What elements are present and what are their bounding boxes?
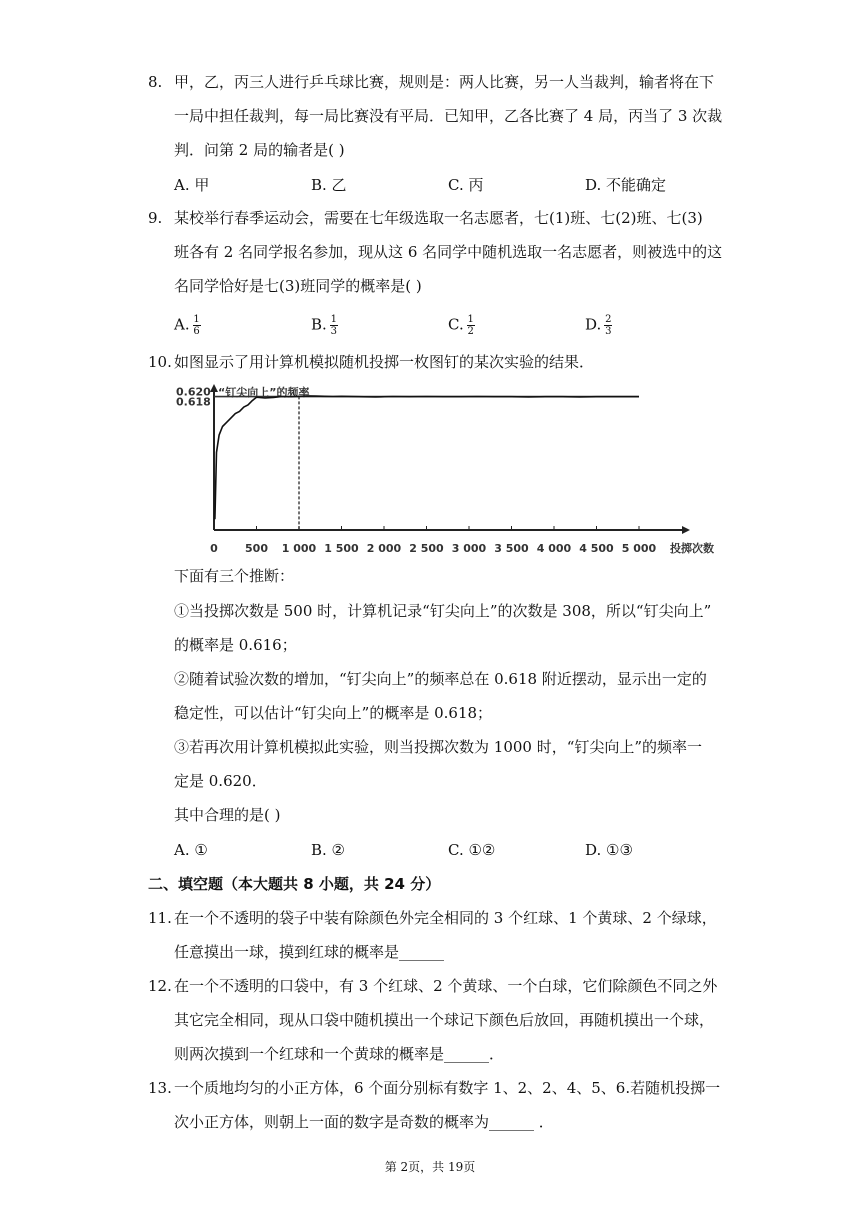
numerator: 1 — [193, 314, 200, 325]
q10-line-4: ②随着试验次数的增加，“钉尖向上”的频率总在 0.618 附近摆动，显示出一定的 — [174, 670, 707, 688]
numerator: 1 — [330, 314, 337, 325]
x-tick-label: 2 000 — [366, 542, 402, 555]
q9-option-b — [311, 314, 338, 337]
x-tick-label: 500 — [245, 542, 268, 555]
q8-line-2: 一局中担任裁判，每一局比赛没有平局．已知甲，乙各比赛了 4 局，丙当了 3 次裁 — [174, 107, 723, 125]
frequency-chart — [170, 382, 730, 560]
q11-line-1: 在一个不透明的袋子中装有除颜色外完全相同的 3 个红球、1 个黄球、2 个绿球， — [174, 909, 717, 927]
q12-line-3: 则两次摸到一个红球和一个黄球的概率是______． — [174, 1045, 505, 1063]
page-footer: 第 2页，共 19页 — [384, 1160, 476, 1174]
q12-line-2: 其它完全相同，现从口袋中随机摸出一个球记下颜色后放回，再随机摸出一个球， — [174, 1011, 715, 1029]
x-tick-label: 3 500 — [494, 542, 529, 555]
q10-option-b: B. ② — [311, 841, 346, 859]
fraction — [467, 314, 475, 337]
x-tick-label: 1 500 — [324, 542, 359, 555]
numerator: 1 — [467, 314, 474, 325]
q9-option-d — [585, 314, 612, 337]
denominator: 3 — [605, 326, 612, 337]
q10-line-1: 下面有三个推断： — [174, 567, 295, 585]
x-axis-label: 投掷次数 — [670, 542, 714, 555]
x-axis-arrow — [682, 526, 690, 534]
x-tick-label: 0 — [210, 542, 218, 555]
q8-line-3: 判．问第 2 局的输者是( ) — [174, 141, 345, 159]
q9-line-2: 班各有 2 名同学报名参加，现从这 6 名同学中随机选取一名志愿者，则被选中的这 — [174, 243, 723, 261]
y-axis-arrow — [210, 384, 218, 392]
q11-line-2: 任意摸出一球，摸到红球的概率是______ — [174, 943, 445, 961]
q8-option-b: B. 乙 — [311, 176, 347, 194]
q10-option-a: A. ① — [174, 841, 208, 859]
y-axis-label: “钉尖向上”的频率 — [218, 386, 310, 399]
q10-line-2: ①当投掷次数是 500 时，计算机记录“钉尖向上”的次数是 308，所以“钉尖向上” — [174, 602, 712, 620]
x-tick-label: 3 000 — [451, 542, 487, 555]
q10-intro: 如图显示了用计算机模拟随机投掷一枚图钉的某次实验的结果． — [174, 353, 595, 371]
y-tick-label: 0.620 — [176, 385, 211, 399]
q12-line-1: 在一个不透明的口袋中，有 3 个红球、2 个黄球、一个白球，它们除颜色不同之外 — [174, 977, 718, 995]
q9-option-c-label: C. — [448, 315, 464, 334]
q12-number: 12. — [148, 977, 172, 995]
q9-line-3: 名同学恰好是七(3)班同学的概率是( ) — [174, 277, 422, 295]
denominator: 2 — [467, 326, 474, 337]
numerator: 2 — [605, 314, 612, 325]
q10-line-8: 其中合理的是( ) — [174, 806, 281, 824]
q13-number: 13. — [148, 1079, 172, 1097]
q10-line-7: 定是 0.620． — [174, 772, 267, 790]
q13-line-1: 一个质地均匀的小正方体，6 个面分别标有数字 1、2、2、4、5、6.若随机投掷一 — [174, 1079, 721, 1097]
fraction — [193, 314, 201, 337]
q8-option-d: D. 不能确定 — [585, 176, 667, 194]
x-tick-label: 2 500 — [409, 542, 444, 555]
q9-option-a-label: A. — [174, 315, 190, 334]
denominator: 3 — [330, 326, 337, 337]
x-tick-label: 4 500 — [579, 542, 614, 555]
q10-line-3: 的概率是 0.616； — [174, 636, 297, 654]
q10-option-d: D. ①③ — [585, 841, 633, 859]
x-tick-label: 5 000 — [621, 542, 657, 555]
q8-option-a: A. 甲 — [174, 176, 210, 194]
q10-number: 10. — [148, 353, 172, 371]
x-tick-label: 4 000 — [536, 542, 572, 555]
q9-option-b-label: B. — [311, 315, 327, 334]
y-tick-label: 0.618 — [176, 395, 211, 409]
denominator: 6 — [193, 326, 200, 337]
q8-number: 8. — [148, 73, 163, 91]
q8-option-c: C. 丙 — [448, 176, 484, 194]
q9-option-a — [174, 314, 201, 337]
x-tick-label: 1 000 — [281, 542, 317, 555]
q9-option-d-label: D. — [585, 315, 602, 334]
q9-number: 9. — [148, 209, 163, 227]
section-heading: 二、填空题（本大题共 8 小题，共 24 分） — [148, 875, 441, 893]
q9-line-1: 某校举行春季运动会，需要在七年级选取一名志愿者，七(1)班、七(2)班、七(3) — [174, 209, 703, 227]
q10-line-6: ③若再次用计算机模拟此实验，则当投掷次数为 1000 时，“钉尖向上”的频率一 — [174, 738, 703, 756]
q13-line-2: 次小正方体，则朝上一面的数字是奇数的概率为______ ． — [174, 1113, 554, 1131]
q8-line-1: 甲，乙，丙三人进行乒乓球比赛，规则是：两人比赛，另一人当裁判，输者将在下 — [174, 73, 715, 91]
q10-option-c: C. ①② — [448, 841, 496, 859]
fraction — [604, 314, 612, 337]
q11-number: 11. — [148, 909, 172, 927]
q9-option-c — [448, 314, 475, 337]
q10-line-5: 稳定性，可以估计“钉尖向上”的概率是 0.618； — [174, 704, 493, 722]
frequency-series-line — [215, 396, 639, 519]
fraction — [330, 314, 338, 337]
